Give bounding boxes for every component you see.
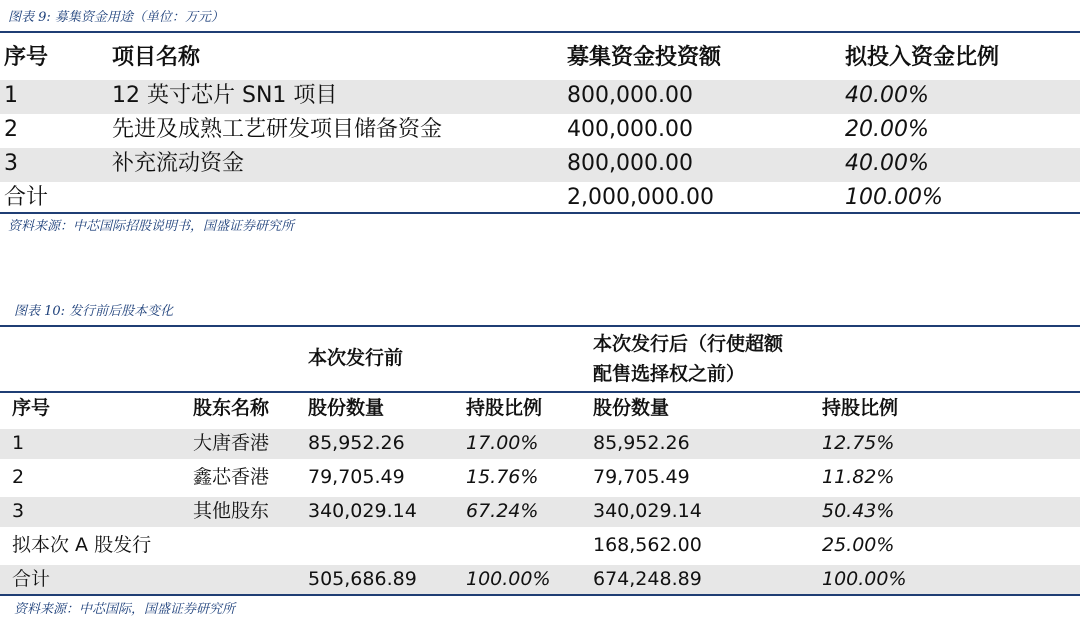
table2-total-ratio-after: 100.00% <box>822 568 907 590</box>
table2-header-shares-after: 股份数量 <box>593 397 670 419</box>
table1-top-rule <box>0 31 1080 33</box>
table2-total-shares-before: 505,686.89 <box>308 568 417 590</box>
table2-cell-holder: 其他股东 <box>193 500 270 522</box>
table2-header-rule <box>0 391 1080 393</box>
table1-header-amount: 募集资金投资额 <box>567 45 722 70</box>
table2-cell-holder: 鑫芯香港 <box>193 466 270 488</box>
table2-group-after-line1: 本次发行后（行使超额 <box>593 333 784 355</box>
table1-header-ratio: 拟投入资金比例 <box>845 45 1000 70</box>
table2-cell-ratio-before: 17.00% <box>466 432 539 454</box>
table1-cell-project: 先进及成熟工艺研发项目储备资金 <box>112 117 443 142</box>
table2-header-shares-before: 股份数量 <box>308 397 385 419</box>
table1-cell-project: 12 英寸芯片 SN1 项目 <box>112 83 338 108</box>
table2-row-band-3 <box>0 497 1080 527</box>
table1-cell-ratio: 20.00% <box>845 117 929 142</box>
table2-cell-ratio-after: 25.00% <box>822 534 895 556</box>
table1-cell-amount: 800,000.00 <box>567 151 693 176</box>
table2-source: 资料来源：中芯国际，国盛证券研究所 <box>14 602 236 617</box>
table1-cell-amount: 400,000.00 <box>567 117 693 142</box>
table2-row-band-1 <box>0 429 1080 459</box>
table2-cell-shares-after: 168,562.00 <box>593 534 702 556</box>
table2-cell-holder: 大唐香港 <box>193 432 270 454</box>
table1-cell-project: 补充流动资金 <box>112 151 245 176</box>
table1-source: 资料来源：中芯国际招股说明书，国盛证券研究所 <box>8 219 295 234</box>
table2-cell-index: 3 <box>12 500 25 522</box>
table1-total-amount: 2,000,000.00 <box>567 185 714 210</box>
table2-total-ratio-before: 100.00% <box>466 568 551 590</box>
table1-header-project: 项目名称 <box>112 45 201 70</box>
table2-caption: 图表 10: 发行前后股本变化 <box>14 304 174 319</box>
table2-header-holder: 股东名称 <box>193 397 270 419</box>
table1-cell-index: 3 <box>4 151 18 176</box>
table1-header-index: 序号 <box>4 45 49 70</box>
table2-cell-shares-after: 79,705.49 <box>593 466 690 488</box>
table2-cell-ratio-after: 12.75% <box>822 432 895 454</box>
table2-cell-shares-before: 340,029.14 <box>308 500 417 522</box>
table1-cell-index: 1 <box>4 83 18 108</box>
table1-total-label: 合计 <box>4 185 49 210</box>
table2-cell-index: 1 <box>12 432 25 454</box>
table2-total-shares-after: 674,248.89 <box>593 568 702 590</box>
table1-cell-amount: 800,000.00 <box>567 83 693 108</box>
table2-group-before: 本次发行前 <box>308 347 404 369</box>
table2-cell-holder: 拟本次 A 股发行 <box>12 534 152 556</box>
table2-top-rule <box>0 325 1080 327</box>
table2-header-index: 序号 <box>12 397 51 419</box>
table1-cell-index: 2 <box>4 117 18 142</box>
table1-bottom-rule <box>0 212 1080 214</box>
table1-total-ratio: 100.00% <box>845 185 943 210</box>
table2-cell-shares-after: 340,029.14 <box>593 500 702 522</box>
table2-cell-index: 2 <box>12 466 25 488</box>
table2-cell-shares-before: 85,952.26 <box>308 432 405 454</box>
table2-group-after-line2: 配售选择权之前） <box>593 363 746 385</box>
table1-cell-ratio: 40.00% <box>845 83 929 108</box>
table2-cell-shares-before: 79,705.49 <box>308 466 405 488</box>
table2-bottom-rule <box>0 594 1080 596</box>
table2-header-ratio-before: 持股比例 <box>466 397 543 419</box>
table2-cell-ratio-before: 15.76% <box>466 466 539 488</box>
table2-cell-shares-after: 85,952.26 <box>593 432 690 454</box>
table2-total-label: 合计 <box>12 568 51 590</box>
table1-cell-ratio: 40.00% <box>845 151 929 176</box>
table2-cell-ratio-after: 50.43% <box>822 500 895 522</box>
table2-header-ratio-after: 持股比例 <box>822 397 899 419</box>
table2-cell-ratio-after: 11.82% <box>822 466 895 488</box>
table2-cell-ratio-before: 67.24% <box>466 500 539 522</box>
table1-caption: 图表 9: 募集资金用途（单位：万元） <box>8 10 224 25</box>
